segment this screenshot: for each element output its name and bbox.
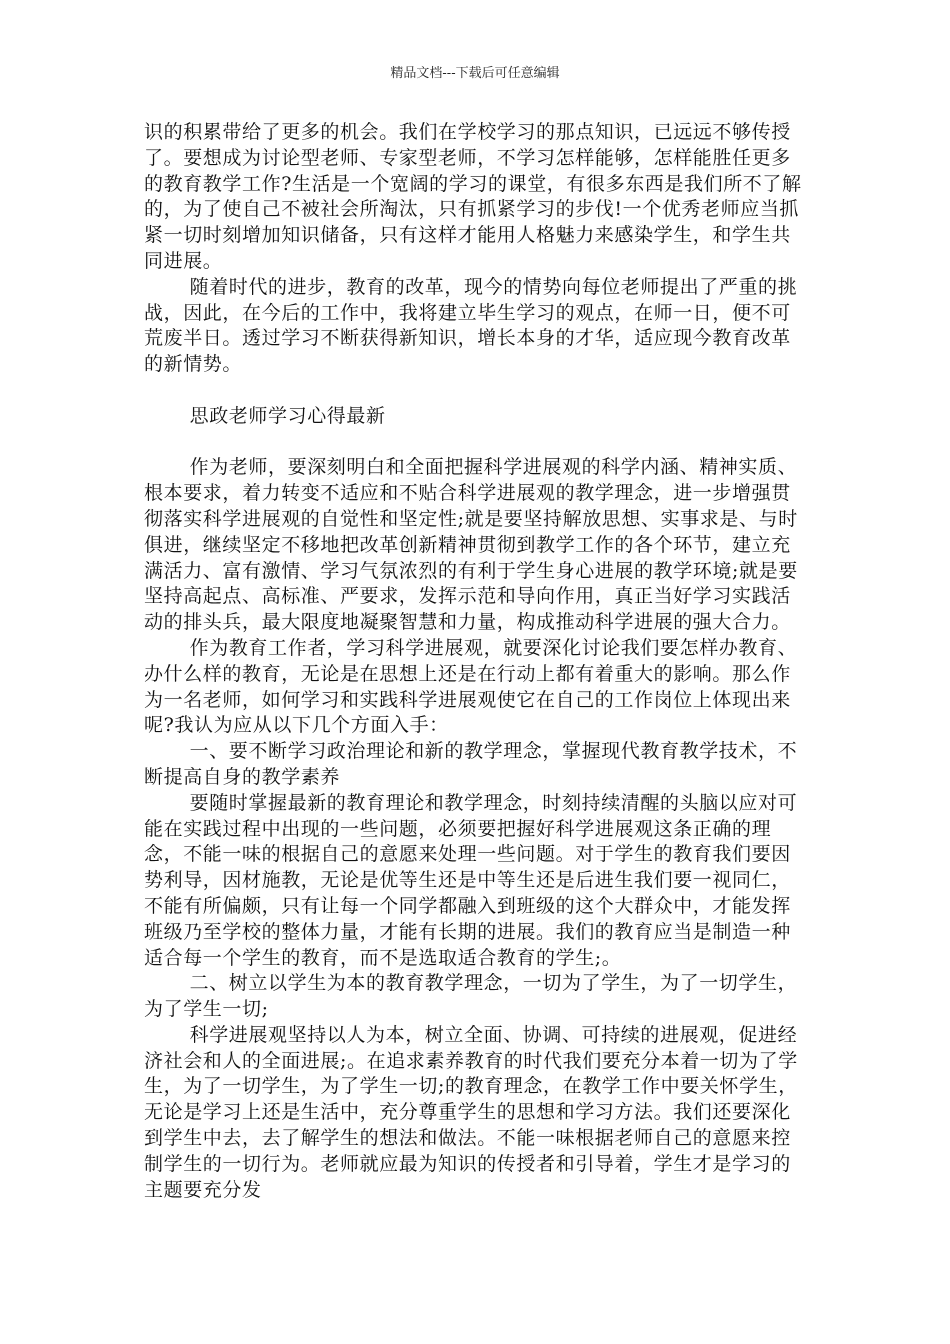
paragraph: 作为老师，要深刻明白和全面把握科学进展观的科学内涵、精神实质、根本要求，着力转变不适应和不贴合科学进展观的教学理念，进一步增强贯彻落实科学进展观的自觉性和坚定性;就是要坚持解放思想、实事求是、与时俱进，继续坚定不移地把改革创新精神贯彻到教学工作的各个环节，建立充满活力、富有激情、学习气氛浓烈的有利于学生身心进展的教学环境;就是要坚持高起点、高标准、严要求，发挥示范和导向作用，真正当好学习实践活动的排头兵，最大限度地凝聚智慧和力量，构成推动科学进展的强大合力。 <box>144 456 798 634</box>
paragraph-continuation: 识的积累带给了更多的机会。我们在学校学习的那点知识，已远远不够传授了。要想成为讨论型老师、专家型老师，不学习怎样能够，怎样能胜任更多的教育教学工作?生活是一个宽阔的学习的课堂，有很多东西是我们所不了解的，为了使自己不被社会所淘汰，只有抓紧学习的步伐!一个优秀老师应当抓紧一切时刻增加知识储备，只有这样才能用人格魅力来感染学生，和学生共同进展。 <box>144 121 802 272</box>
paragraph: 随着时代的进步，教育的改革，现今的情势向每位老师提出了严重的挑战，因此，在今后的工作中，我将建立毕生学习的观点，在师一日，便不可荒废半日。透过学习不断获得新知识，增长本身的才华，适应现今教育改革的新情势。 <box>144 275 798 376</box>
paragraph: 要随时掌握最新的教育理论和教学理念，时刻持续清醒的头脑以应对可能在实践过程中出现的一些问题，必须要把握好科学进展观这条正确的理念，不能一味的根据自己的意愿来处理一些问题。对于学生的教育我们要因势利导，因材施教，无论是优等生还是中等生还是后进生我们要一视同仁，不能有所偏颇，只有让每一个同学都融入到班级的这个大群众中，才能发挥班级乃至学校的整体力量，才能有长期的进展。我们的教育应当是制造一种适合每一个学生的教育，而不是选取适合教育的学生;。 <box>144 791 798 969</box>
paragraph-heading: 一、要不断学习政治理论和新的教学理念，掌握现代教育教学技术，不断提高自身的教学素养 <box>144 740 798 788</box>
section-title: 思政老师学习心得最新 <box>189 404 386 427</box>
document-body <box>144 120 809 1203</box>
page-header: 精品文档---下载后可任意编辑 <box>390 66 560 81</box>
paragraph: 作为教育工作者，学习科学进展观，就要深化讨论我们要怎样办教育、办什么样的教育，无论是在思想上还是在行动上都有着重大的影响。那么作为一名老师，如何学习和实践科学进展观使它在自己的工作岗位上体现出来呢?我认为应从以下几个方面入手： <box>144 636 798 737</box>
paragraph: 科学进展观坚持以人为本，树立全面、协调、可持续的进展观，促进经济社会和人的全面进展;。在追求素养教育的时代我们要充分本着一切为了学生，为了一切学生，为了学生一切;的教育理念，在教学工作中要关怀学生，无论是学习上还是生活中，充分尊重学生的思想和学习方法。我们还要深化到学生中去，去了解学生的想法和做法。不能一味根据老师自己的意愿来控制学生的一切行为。老师就应最为知识的传授者和引导着，学生才是学习的主题要充分发 <box>144 1023 798 1201</box>
paragraph-heading: 二、树立以学生为本的教育教学理念，一切为了学生，为了一切学生，为了学生一切; <box>144 972 798 1021</box>
